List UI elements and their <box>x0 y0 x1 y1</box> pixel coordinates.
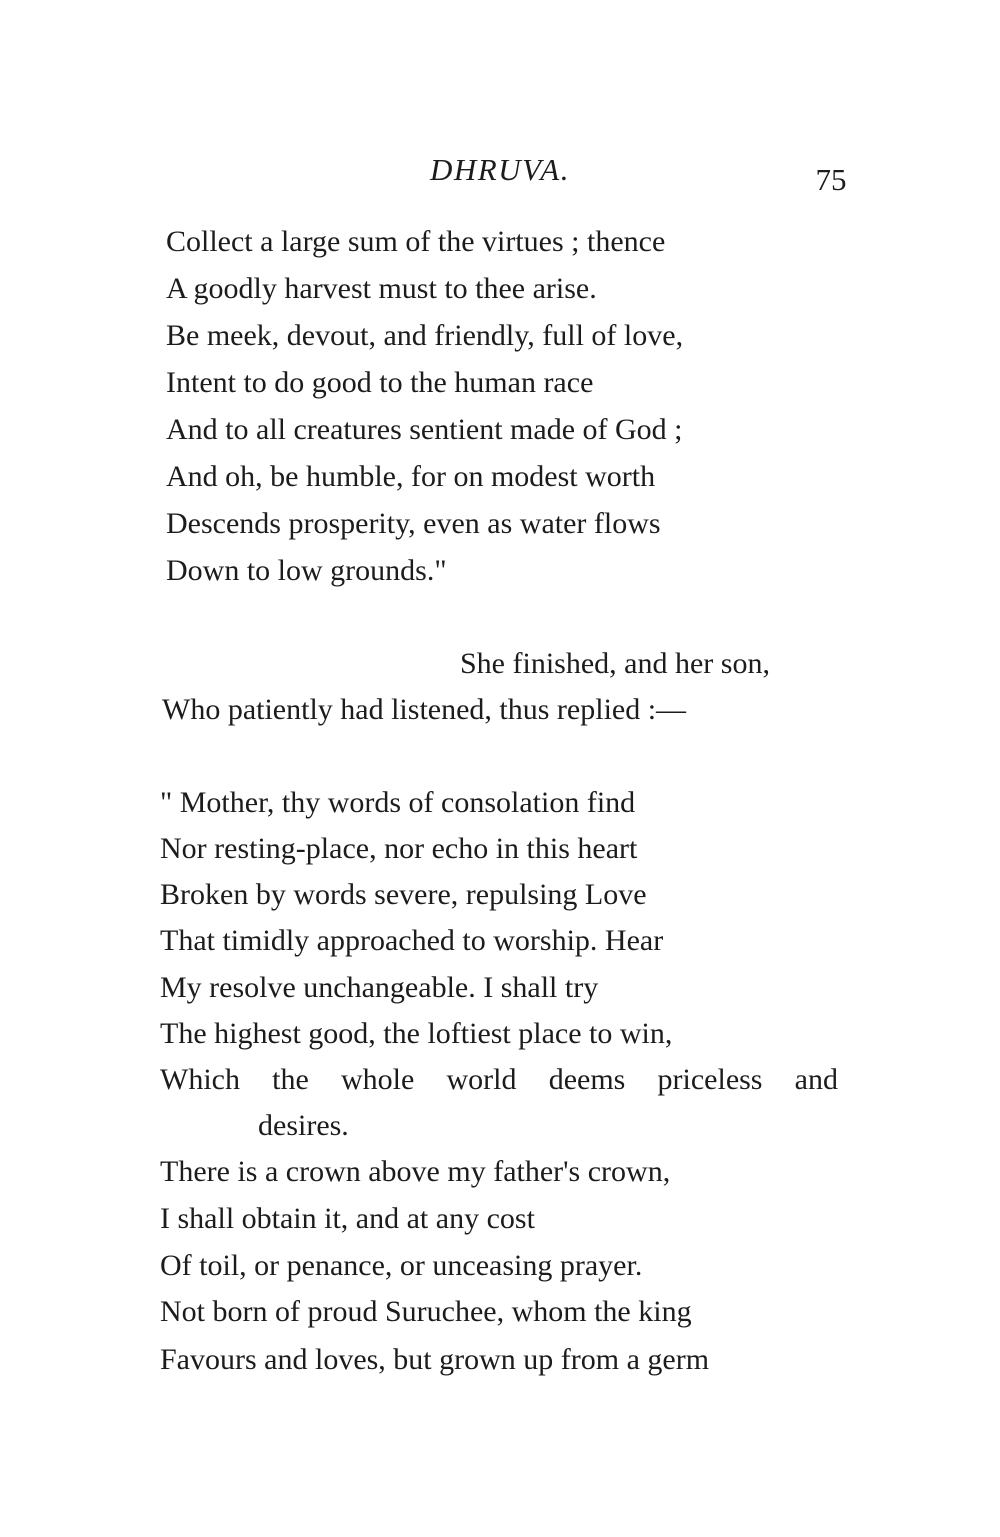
poem-line: I shall obtain it, and at any cost <box>160 1202 535 1235</box>
poem-line: The highest good, the loftiest place to win, <box>160 1017 673 1050</box>
poem-line: A goodly harvest must to thee arise. <box>166 272 597 305</box>
poem-line: Not born of proud Suruchee, whom the king <box>160 1295 692 1328</box>
poem-line: Favours and loves, but grown up from a germ <box>160 1343 710 1376</box>
poem-line: Descends prosperity, even as water flows <box>166 507 661 540</box>
poem-line: " Mother, thy words of consolation find <box>160 786 636 819</box>
poem-line: And to all creatures sentient made of God ; <box>166 413 683 446</box>
poem-line-continuation: desires. <box>258 1109 349 1142</box>
poem-line: Of toil, or penance, or unceasing prayer. <box>160 1249 643 1282</box>
poem-line: Who patiently had listened, thus replied :— <box>162 693 687 726</box>
poem-line: Nor resting-place, nor echo in this heart <box>160 832 638 865</box>
poem-line: Which the whole world deems priceless and <box>160 1063 838 1096</box>
poem-line: She finished, and her son, <box>460 647 770 680</box>
poem-line: Collect a large sum of the virtues ; thence <box>166 225 666 258</box>
poem-line: Intent to do good to the human race <box>166 366 594 399</box>
poem-line: And oh, be humble, for on modest worth <box>166 460 656 493</box>
poem-line: There is a crown above my father's crown, <box>160 1155 671 1188</box>
poem-line: Down to low grounds." <box>166 554 447 587</box>
poem-line: Broken by words severe, repulsing Love <box>160 878 647 911</box>
poem-line: My resolve unchangeable. I shall try <box>160 971 599 1004</box>
poem-line: Be meek, devout, and friendly, full of love, <box>166 319 684 352</box>
running-title: DHRUVA. <box>430 152 570 187</box>
poem-line: That timidly approached to worship. Hear <box>160 924 664 957</box>
page-number: 75 <box>815 162 847 197</box>
